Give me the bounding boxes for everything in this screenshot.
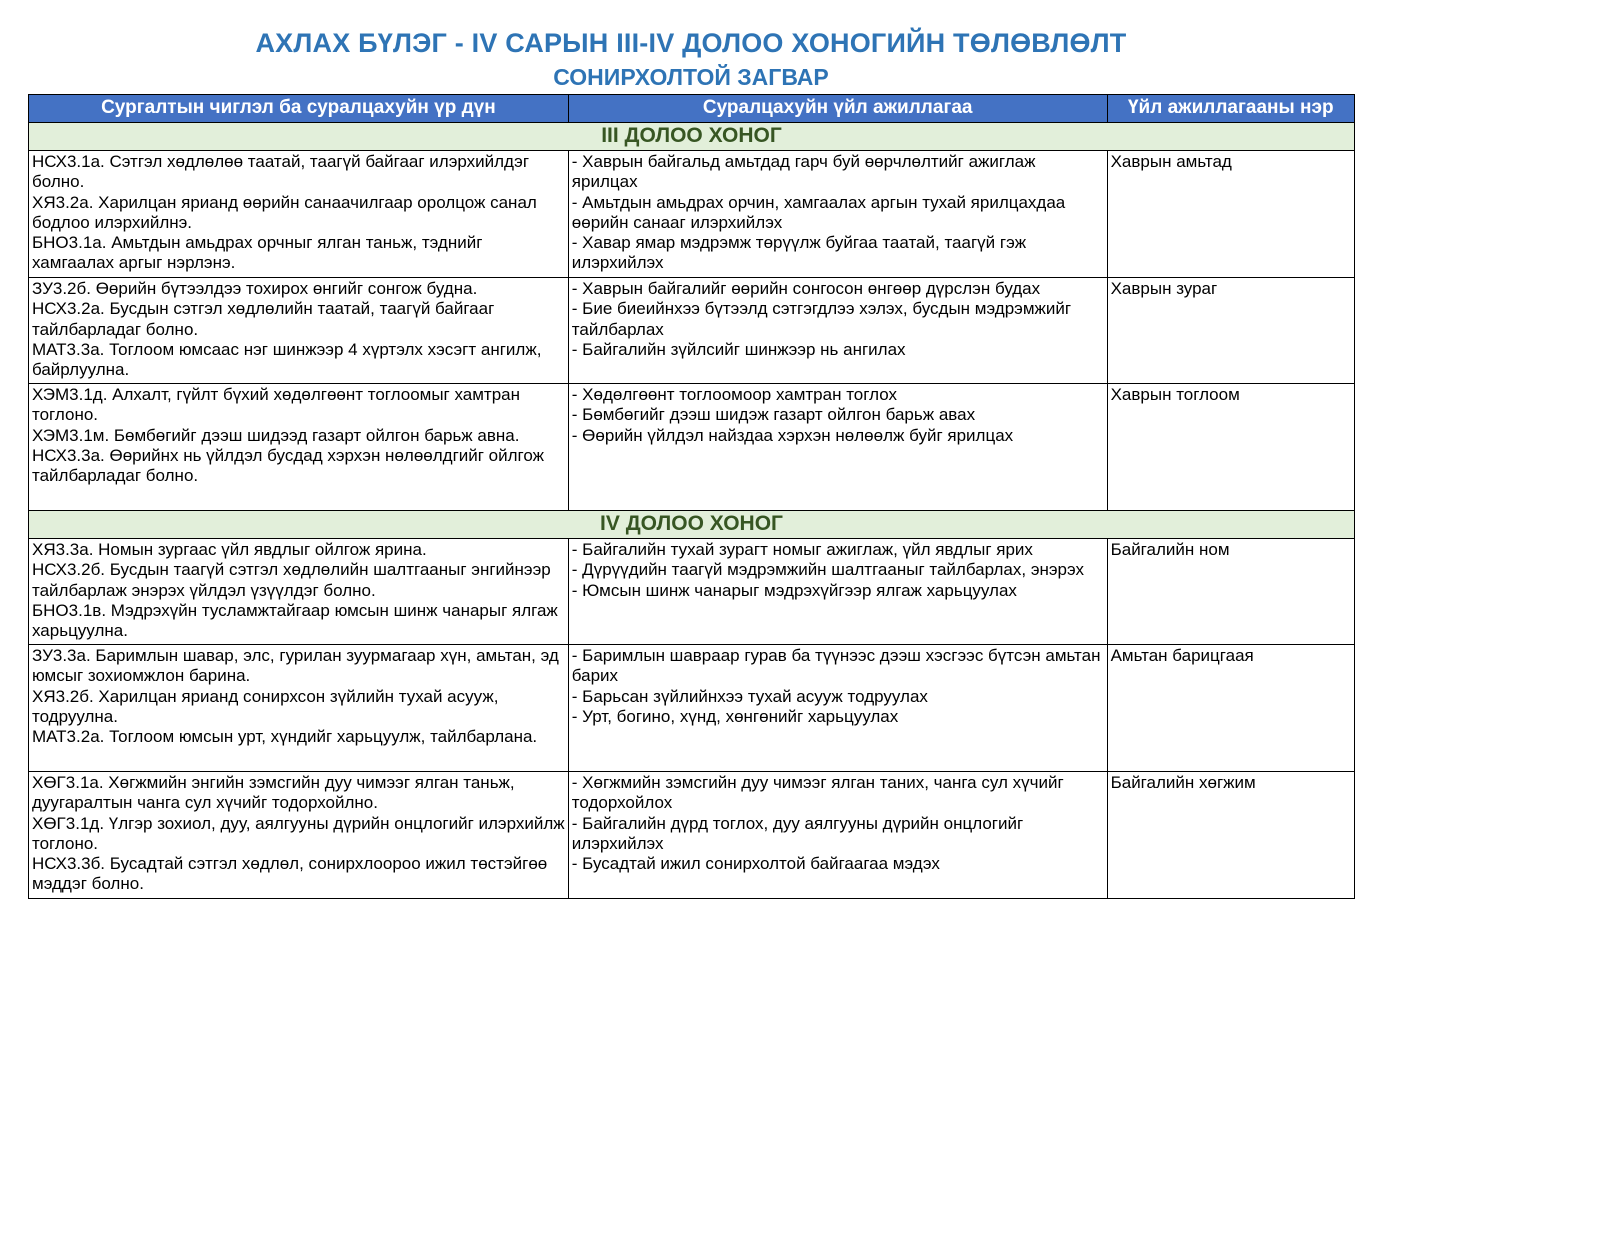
plan-table	[28, 94, 1355, 899]
outcomes-cell	[29, 278, 569, 384]
page-title: АХЛАХ БҮЛЭГ - IV САРЫН III-IV ДОЛОО ХОНОГИЙН ТӨЛӨВЛӨЛТ	[255, 28, 1127, 58]
table-row	[29, 384, 1355, 511]
outcome-item: ХЭМ3.1м. Бөмбөгийг дээш шидээд газарт ойлгон барьж авна.	[32, 425, 520, 445]
activity-item: - Өөрийн үйлдэл найздаа хэрхэн нөлөөлж буйг ярилцах	[571, 425, 1014, 445]
outcome-item: НСХ3.2а. Бусдын сэтгэл хөдлөлийн таатай, таагүй байгааг тайлбарладаг болно.	[32, 299, 495, 339]
outcome-item: НСХ3.3а. Өөрийнх нь үйлдэл бусдад хэрхэн нөлөөлдгийг ойлгож тайлбарладаг болно.	[32, 445, 545, 486]
activity-item: - Байгалийн тухай зурагт номыг ажиглаж, үйл явдлыг ярих	[571, 540, 1033, 559]
activity-item: - Бусадтай ижил сонирхолтой байгаагаа мэдэх	[571, 854, 940, 874]
table-row	[29, 151, 1355, 278]
outcomes-cell	[29, 645, 569, 772]
table-row	[29, 278, 1355, 384]
outcome-item: НСХ3.2б. Бусдын таагүй сэтгэл хөдлөлийн шалтгааныг энгийнээр тайлбарлаж энэрэх үйлдэл үзүүлдэг болно.	[32, 560, 551, 600]
table-row	[29, 539, 1355, 645]
outcome-item: НСХ3.3б. Бусадтай сэтгэл хөдлөл, сонирхлоороо ижил төстэйгөө мэддэг болно.	[32, 854, 548, 894]
activity-item: - Дүрүүдийн таагүй мэдрэмжийн шалтгааныг тайлбарлах, энэрэх	[571, 560, 1084, 580]
activity-item: - Бие биеийнхээ бүтээлд сэтгэгдлээ хэлэх, бусдын мэдрэмжийг тайлбарлах	[571, 299, 1072, 339]
activity-item: - Бөмбөгийг дээш шидэж газарт ойлгон барьж авах	[571, 405, 976, 425]
outcomes-cell	[29, 151, 569, 278]
outcome-item: ЗУ3.3а. Баримлын шавар, элс, гурилан зуурмагаар хүн, амьтан, эд юмсыг зохиомжлон барина.	[32, 646, 559, 686]
activity-name-cell: Амьтан барицгаая	[1107, 645, 1354, 772]
activity-item: - Барьсан зүйлийнхээ тухай асууж тодруулах	[571, 686, 928, 706]
activity-item: - Юмсын шинж чанарыг мэдрэхүйгээр ялгаж харьцуулах	[571, 580, 1017, 600]
header-outcomes: Сургалтын чиглэл ба суралцахуйн үр дүн	[29, 95, 569, 123]
activity-name-cell: Байгалийн ном	[1107, 539, 1354, 645]
activity-item: - Хавар ямар мэдрэмж төрүүлж буйгаа таатай, таагүй гэж илэрхийлэх	[571, 233, 1027, 273]
activity-item: - Хаврын байгалийг өөрийн сонгосон өнгөөр дүрслэн будах	[571, 279, 1041, 298]
plan-table-body	[29, 123, 1355, 899]
table-row	[29, 645, 1355, 772]
outcome-item: ХЯ3.3а. Номын зургаас үйл явдлыг ойлгож ярина.	[32, 540, 427, 559]
outcome-item: МАТ3.3а. Тоглоом юмсаас нэг шинжээр 4 хүртэлх хэсэгт ангилж, байрлуулна.	[32, 339, 542, 380]
activities-cell	[568, 151, 1107, 278]
outcome-item: ХӨГ3.1д. Үлгэр зохиол, дуу, аялгууны дүрийн онцлогийг илэрхийлж тоглоно.	[32, 813, 565, 853]
activities-cell	[568, 539, 1107, 645]
activity-name-cell: Хаврын амьтад	[1107, 151, 1354, 278]
activities-cell	[568, 772, 1107, 899]
week-label: III ДОЛОО ХОНОГ	[29, 123, 1355, 151]
outcome-item: ХЯ3.2б. Харилцан ярианд сонирхсон зүйлийн тухай асууж, тодруулна.	[32, 686, 499, 726]
week-row	[29, 511, 1355, 539]
activity-item: - Байгалийн зүйлсийг шинжээр нь ангилах	[571, 339, 906, 359]
outcome-item: ХӨГ3.1а. Хөгжмийн энгийн зэмсгийн дуу чимээг ялган таньж, дуугаралтын чанга сул хүчийг тодорхойлно.	[32, 773, 515, 813]
activity-name-cell: Байгалийн хөгжим	[1107, 772, 1354, 899]
activities-cell	[568, 384, 1107, 511]
activity-item: - Хөгжмийн зэмсгийн дуу чимээг ялган таних, чанга сул хүчийг тодорхойлох	[571, 773, 1064, 813]
activities-cell	[568, 645, 1107, 772]
activity-item: - Амьтдын амьдрах орчин, хамгаалах аргын тухай ярилцахдаа өөрийн санааг илэрхийлэх	[571, 192, 1066, 232]
outcome-item: ЗУ3.2б. Өөрийн бүтээлдээ тохирох өнгийг сонгож будна.	[32, 279, 478, 298]
table-row	[29, 772, 1355, 899]
activity-name-cell: Хаврын зураг	[1107, 278, 1354, 384]
page-subtitle: СОНИРХОЛТОЙ ЗАГВАР	[553, 64, 829, 90]
outcome-item: ХЭМ3.1д. Алхалт, гүйлт бүхий хөдөлгөөнт тоглоомыг хамтран тоглоно.	[32, 385, 521, 425]
activity-item: - Баримлын шавраар гурав ба түүнээс дээш хэсгээс бүтсэн амьтан барих	[571, 646, 1101, 686]
outcomes-cell	[29, 539, 569, 645]
header-activity-name: Үйл ажиллагааны нэр	[1107, 95, 1354, 123]
outcome-item: НСХ3.1а. Сэтгэл хөдлөлөө таатай, таагүй байгааг илэрхийлдэг болно.	[32, 152, 530, 192]
activities-cell	[568, 278, 1107, 384]
outcomes-cell	[29, 772, 569, 899]
activity-item: - Урт, богино, хүнд, хөнгөнийг харьцуулах	[571, 706, 899, 726]
outcome-item: МАТ3.2а. Тоглоом юмсын урт, хүндийг харьцуулж, тайлбарлана.	[32, 727, 538, 747]
outcome-item: БНО3.1а. Амьтдын амьдрах орчныг ялган таньж, тэднийг хамгаалах аргыг нэрлэнэ.	[32, 233, 483, 273]
outcome-item: БНО3.1в. Мэдрэхүйн тусламжтайгаар юмсын шинж чанарыг ялгаж харьцуулна.	[32, 600, 558, 641]
header-activities: Суралцахуйн үйл ажиллагаа	[568, 95, 1107, 123]
activity-item: - Байгалийн дүрд тоглох, дуу аялгууны дүрийн онцлогийг илэрхийлэх	[571, 813, 1024, 853]
header-row	[29, 95, 1355, 123]
outcome-item: ХЯ3.2а. Харилцан ярианд өөрийн санаачилгаар оролцож санал бодлоо илэрхийлнэ.	[32, 192, 537, 232]
week-row	[29, 123, 1355, 151]
activity-item: - Хаврын байгальд амьтдад гарч буй өөрчлөлтийг ажиглаж ярилцах	[571, 152, 1036, 192]
week-label: IV ДОЛОО ХОНОГ	[29, 511, 1355, 539]
activity-item: - Хөдөлгөөнт тоглоомоор хамтран тоглох	[571, 385, 897, 404]
activity-name-cell: Хаврын тоглоом	[1107, 384, 1354, 511]
outcomes-cell	[29, 384, 569, 511]
